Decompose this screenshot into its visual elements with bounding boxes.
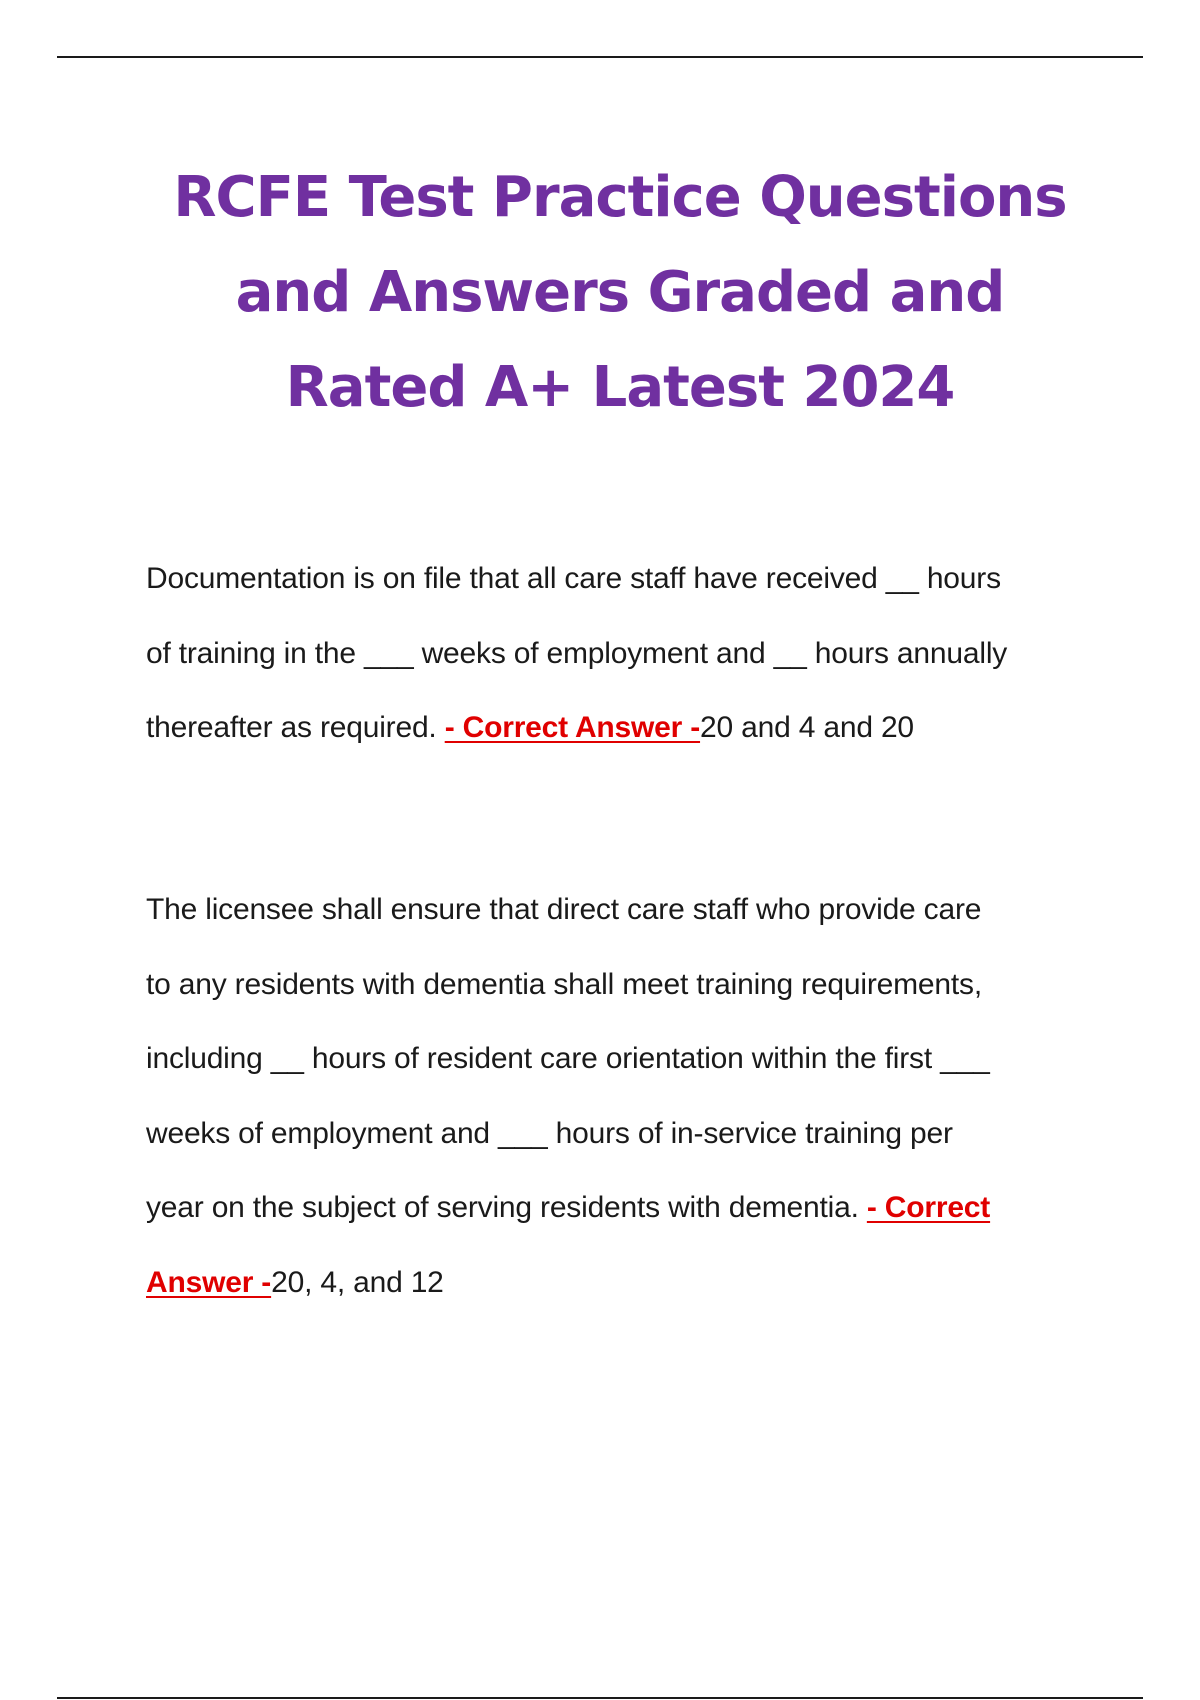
title-line-2: and Answers Graded and xyxy=(235,260,1005,325)
correct-answer-label-2a: - Correct xyxy=(866,1191,991,1224)
question-2-line-1: The licensee shall ensure that direct care staff who provide care xyxy=(146,893,982,926)
title-line-1: RCFE Test Practice Questions xyxy=(173,165,1067,230)
question-1-text-end: thereafter as required. xyxy=(146,711,445,744)
question-1-line-2: of training in the ___ weeks of employment and __ hours annually xyxy=(146,636,1008,670)
question-2-line-3: including __ hours of resident care orientation within the first ___ xyxy=(146,1042,990,1075)
correct-answer-label-1: - Correct Answer - xyxy=(444,711,701,744)
document-title xyxy=(120,150,1120,435)
question-2-line-6 xyxy=(146,1246,1106,1321)
question-2-line-5 xyxy=(146,1171,1106,1246)
answer-2: 20, 4, and 12 xyxy=(271,1265,444,1299)
question-1-line-1: Documentation is on file that all care staff have received __ hours xyxy=(146,562,1001,595)
question-2-line-2: to any residents with dementia shall meet training requirements, xyxy=(146,967,982,1001)
question-2 xyxy=(146,873,1106,1320)
answer-1: 20 and 4 and 20 xyxy=(700,711,914,744)
question-1 xyxy=(146,542,1106,766)
question-2-line-4: weeks of employment and ___ hours of in-service training per xyxy=(146,1116,953,1150)
question-2-text-end: year on the subject of serving residents with dementia. xyxy=(146,1191,867,1224)
bottom-divider xyxy=(57,1697,1143,1699)
question-1-line-3 xyxy=(146,691,1106,766)
correct-answer-label-2b: Answer - xyxy=(146,1265,272,1299)
title-line-3: Rated A+ Latest 2024 xyxy=(285,355,955,420)
top-divider xyxy=(57,56,1143,58)
